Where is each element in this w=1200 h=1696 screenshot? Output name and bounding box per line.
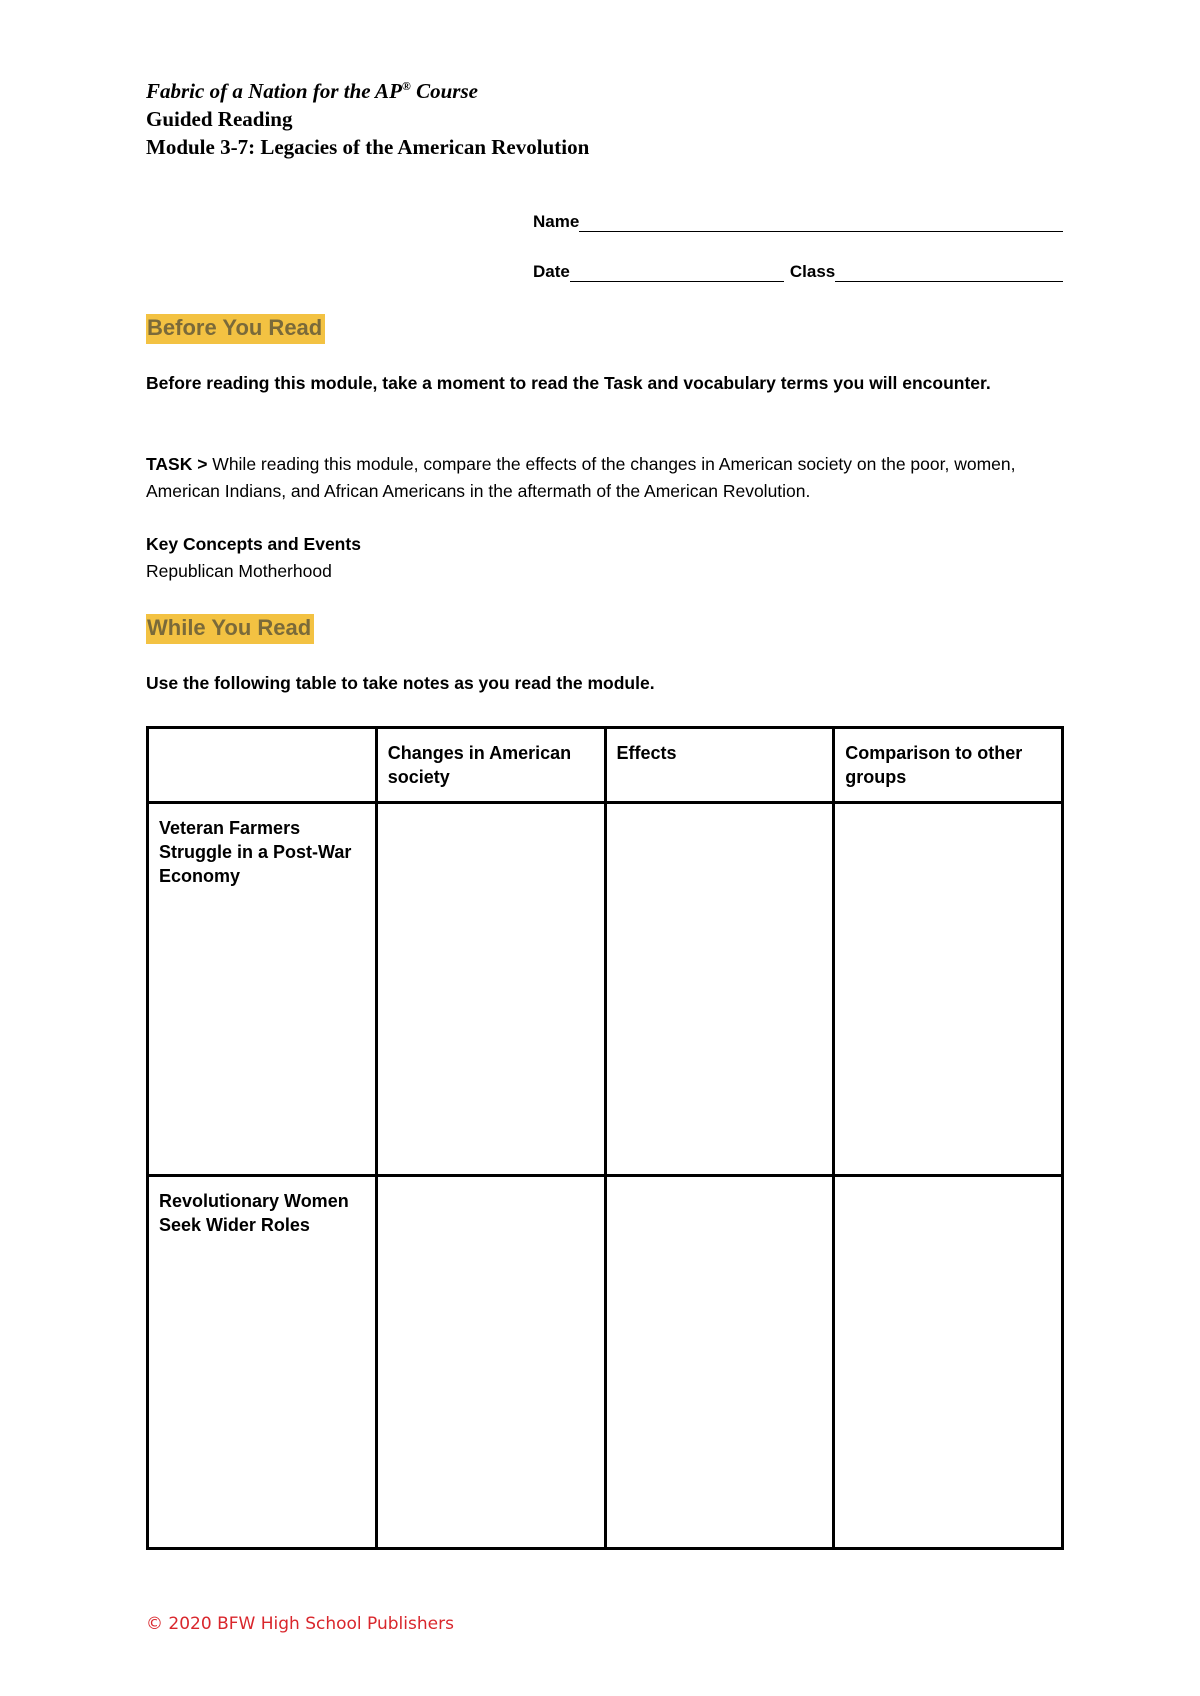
notes-table xyxy=(146,726,1064,1550)
document-header xyxy=(146,72,589,161)
note-cell[interactable] xyxy=(376,1176,605,1549)
row-label: Veteran Farmers Struggle in a Post-War Economy xyxy=(148,803,377,1176)
date-field[interactable] xyxy=(570,263,784,282)
row-label: Revolutionary Women Seek Wider Roles xyxy=(148,1176,377,1549)
copyright-footer: © 2020 BFW High School Publishers xyxy=(146,1614,454,1634)
course-title-end: Course xyxy=(416,79,478,103)
key-concepts-heading: Key Concepts and Events xyxy=(146,534,361,554)
name-label: Name xyxy=(533,212,580,231)
table-header-row xyxy=(148,728,1063,803)
course-title xyxy=(146,72,589,105)
table-row xyxy=(148,1176,1063,1549)
key-concept-item: Republican Motherhood xyxy=(146,561,332,581)
class-field[interactable] xyxy=(835,263,1063,282)
note-cell[interactable] xyxy=(605,803,834,1176)
table-header-cell: Comparison to other groups xyxy=(834,728,1063,803)
date-label: Date xyxy=(533,262,570,281)
table-row xyxy=(148,803,1063,1176)
before-you-read-heading: Before You Read xyxy=(146,314,325,344)
task-paragraph xyxy=(146,451,1056,505)
table-header-cell: Effects xyxy=(605,728,834,803)
class-label: Class xyxy=(789,262,836,281)
before-reading-instruction: Before reading this module, take a moment to read the Task and vocabulary terms you will encounter. xyxy=(146,373,991,393)
note-cell[interactable] xyxy=(376,803,605,1176)
module-title: Module 3-7: Legacies of the American Revolution xyxy=(146,135,590,159)
note-cell[interactable] xyxy=(834,803,1063,1176)
student-info-fields xyxy=(533,206,1063,282)
note-cell[interactable] xyxy=(605,1176,834,1549)
table-header-cell: Changes in American society xyxy=(376,728,605,803)
document-type: Guided Reading xyxy=(146,107,293,131)
task-text: While reading this module, compare the effects of the changes in American society on the poor, women, American Indians, and African Americans in the aftermath of the American Revolution. xyxy=(146,454,1016,501)
task-label: TASK > xyxy=(146,454,208,474)
table-instruction: Use the following table to take notes as you read the module. xyxy=(146,673,655,693)
course-title-text: Fabric of a Nation for the AP xyxy=(146,79,402,103)
table-header-cell xyxy=(148,728,377,803)
while-you-read-heading: While You Read xyxy=(146,614,314,644)
date-class-row xyxy=(533,256,1063,282)
name-row xyxy=(533,206,1063,232)
registered-mark: ® xyxy=(401,79,411,93)
name-field[interactable] xyxy=(579,213,1063,232)
note-cell[interactable] xyxy=(834,1176,1063,1549)
